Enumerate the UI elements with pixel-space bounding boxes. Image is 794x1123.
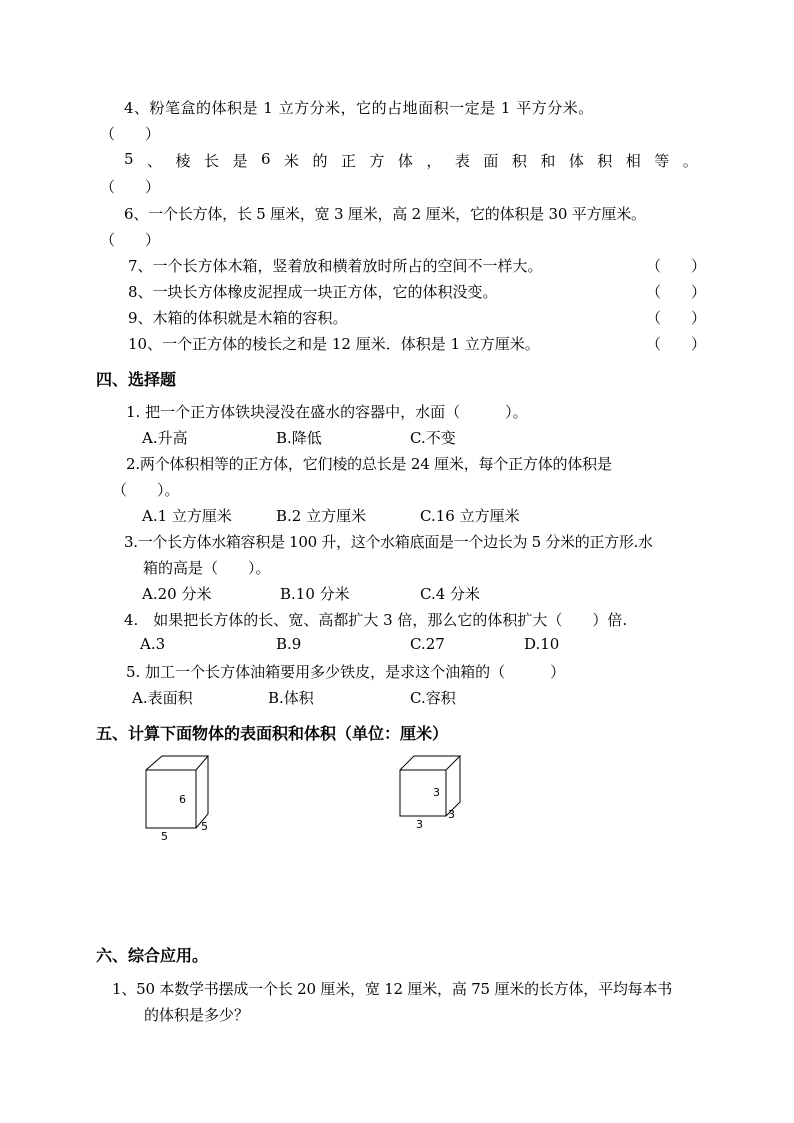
choice-q4-option-a[interactable]: A.3 <box>140 635 166 653</box>
choice-q4-option-c[interactable]: C.27 <box>410 635 445 653</box>
cube-figure-2 <box>394 752 474 832</box>
cuboid-figure-1 <box>140 752 230 847</box>
section-calc-heading: 五、计算下面物体的表面积和体积（单位：厘米） <box>96 724 449 743</box>
judge-item-8-paren[interactable]: （ ） <box>646 283 707 301</box>
choice-q4: 4. 如果把长方体的长、宽、高都扩大 3 倍，那么它的体积扩大（ ）倍. <box>124 611 628 629</box>
judge-item-6: 6、一个长方体，长 5 厘米，宽 3 厘米，高 2 厘米，它的体积是 30 平方厘米。 <box>124 205 646 223</box>
cube-2-height-label: 3 <box>433 786 440 799</box>
cuboid-1-top-face <box>146 756 208 770</box>
choice-q5-option-c[interactable]: C.容积 <box>410 689 456 707</box>
choice-q3-option-b[interactable]: B.10 分米 <box>280 585 350 603</box>
cuboid-1-height-label: 6 <box>179 793 186 806</box>
cuboid-1-length-label: 5 <box>161 830 168 843</box>
choice-q2-option-c[interactable]: C.16 立方厘米 <box>420 507 520 525</box>
section-apply-heading: 六、综合应用。 <box>96 946 209 965</box>
section-choice-heading: 四、选择题 <box>96 370 177 389</box>
judge-item-10: 10、一个正方体的棱长之和是 12 厘米．体积是 1 立方厘米。 <box>128 335 540 353</box>
choice-q5: 5. 加工一个长方体油箱要用多少铁皮，是求这个油箱的（ ） <box>126 663 566 681</box>
cube-2-side-face <box>446 756 460 816</box>
choice-q1-option-b[interactable]: B.降低 <box>276 429 322 447</box>
choice-q5-option-b[interactable]: B.体积 <box>268 689 314 707</box>
choice-q2: 2.两个体积相等的正方体，它们棱的总长是 24 厘米，每个正方体的体积是 <box>126 455 612 473</box>
choice-q3-cont: 箱的高是（ ）。 <box>143 559 271 577</box>
cuboid-1-side-face <box>196 756 208 828</box>
judge-item-8: 8、一块长方体橡皮泥捏成一块正方体，它的体积没变。 <box>128 283 498 301</box>
cube-2-width-label: 3 <box>448 808 455 821</box>
judge-item-10-paren[interactable]: （ ） <box>646 335 707 353</box>
choice-q4-option-d[interactable]: D.10 <box>524 635 560 653</box>
judge-item-9: 9、木箱的体积就是木箱的容积。 <box>128 309 348 327</box>
judge-item-4: 4、粉笔盒的体积是 1 立方分米，它的占地面积一定是 1 平方分米。 <box>124 99 594 117</box>
judge-item-7-paren[interactable]: （ ） <box>646 257 707 275</box>
choice-q2-option-a[interactable]: A.1 立方厘米 <box>142 507 232 525</box>
cube-2-length-label: 3 <box>416 818 423 831</box>
choice-q2-option-b[interactable]: B.2 立方厘米 <box>276 507 367 525</box>
judge-item-9-paren[interactable]: （ ） <box>646 309 707 327</box>
judge-item-4-paren[interactable]: （ ） <box>100 125 161 143</box>
choice-q4-option-b[interactable]: B.9 <box>276 635 302 653</box>
choice-q3-option-a[interactable]: A.20 分米 <box>142 585 212 603</box>
choice-q3: 3.一个长方体水箱容积是 100 升，这个水箱底面是一个边长为 5 分米的正方形.水 <box>124 533 653 551</box>
choice-q1-option-a[interactable]: A.升高 <box>142 429 188 447</box>
judge-item-5-paren[interactable]: （ ） <box>100 178 161 196</box>
apply-q1: 1、50 本数学书摆成一个长 20 厘米，宽 12 厘米，高 75 厘米的长方体，平均每本书 <box>112 980 673 998</box>
choice-q1: 1. 把一个正方体铁块浸没在盛水的容器中，水面（ ）。 <box>126 403 528 421</box>
choice-q1-option-c[interactable]: C.不变 <box>410 429 456 447</box>
choice-q2-cont: （ ）。 <box>112 481 180 499</box>
judge-item-5: 5 、 棱 长 是 6 米 的 正 方 体 ， 表 面 积 和 体 积 相 等 。 <box>124 150 698 170</box>
choice-q3-option-c[interactable]: C.4 分米 <box>420 585 481 603</box>
cuboid-1-width-label: 5 <box>201 820 208 833</box>
apply-q1-cont: 的体积是多少？ <box>144 1006 250 1024</box>
cube-2-top-face <box>400 756 460 770</box>
choice-q5-option-a[interactable]: A.表面积 <box>132 689 193 707</box>
judge-item-7: 7、一个长方体木箱，竖着放和横着放时所占的空间不一样大。 <box>128 257 543 275</box>
cuboid-1-front-face <box>146 770 196 828</box>
judge-item-6-paren[interactable]: （ ） <box>100 231 161 249</box>
